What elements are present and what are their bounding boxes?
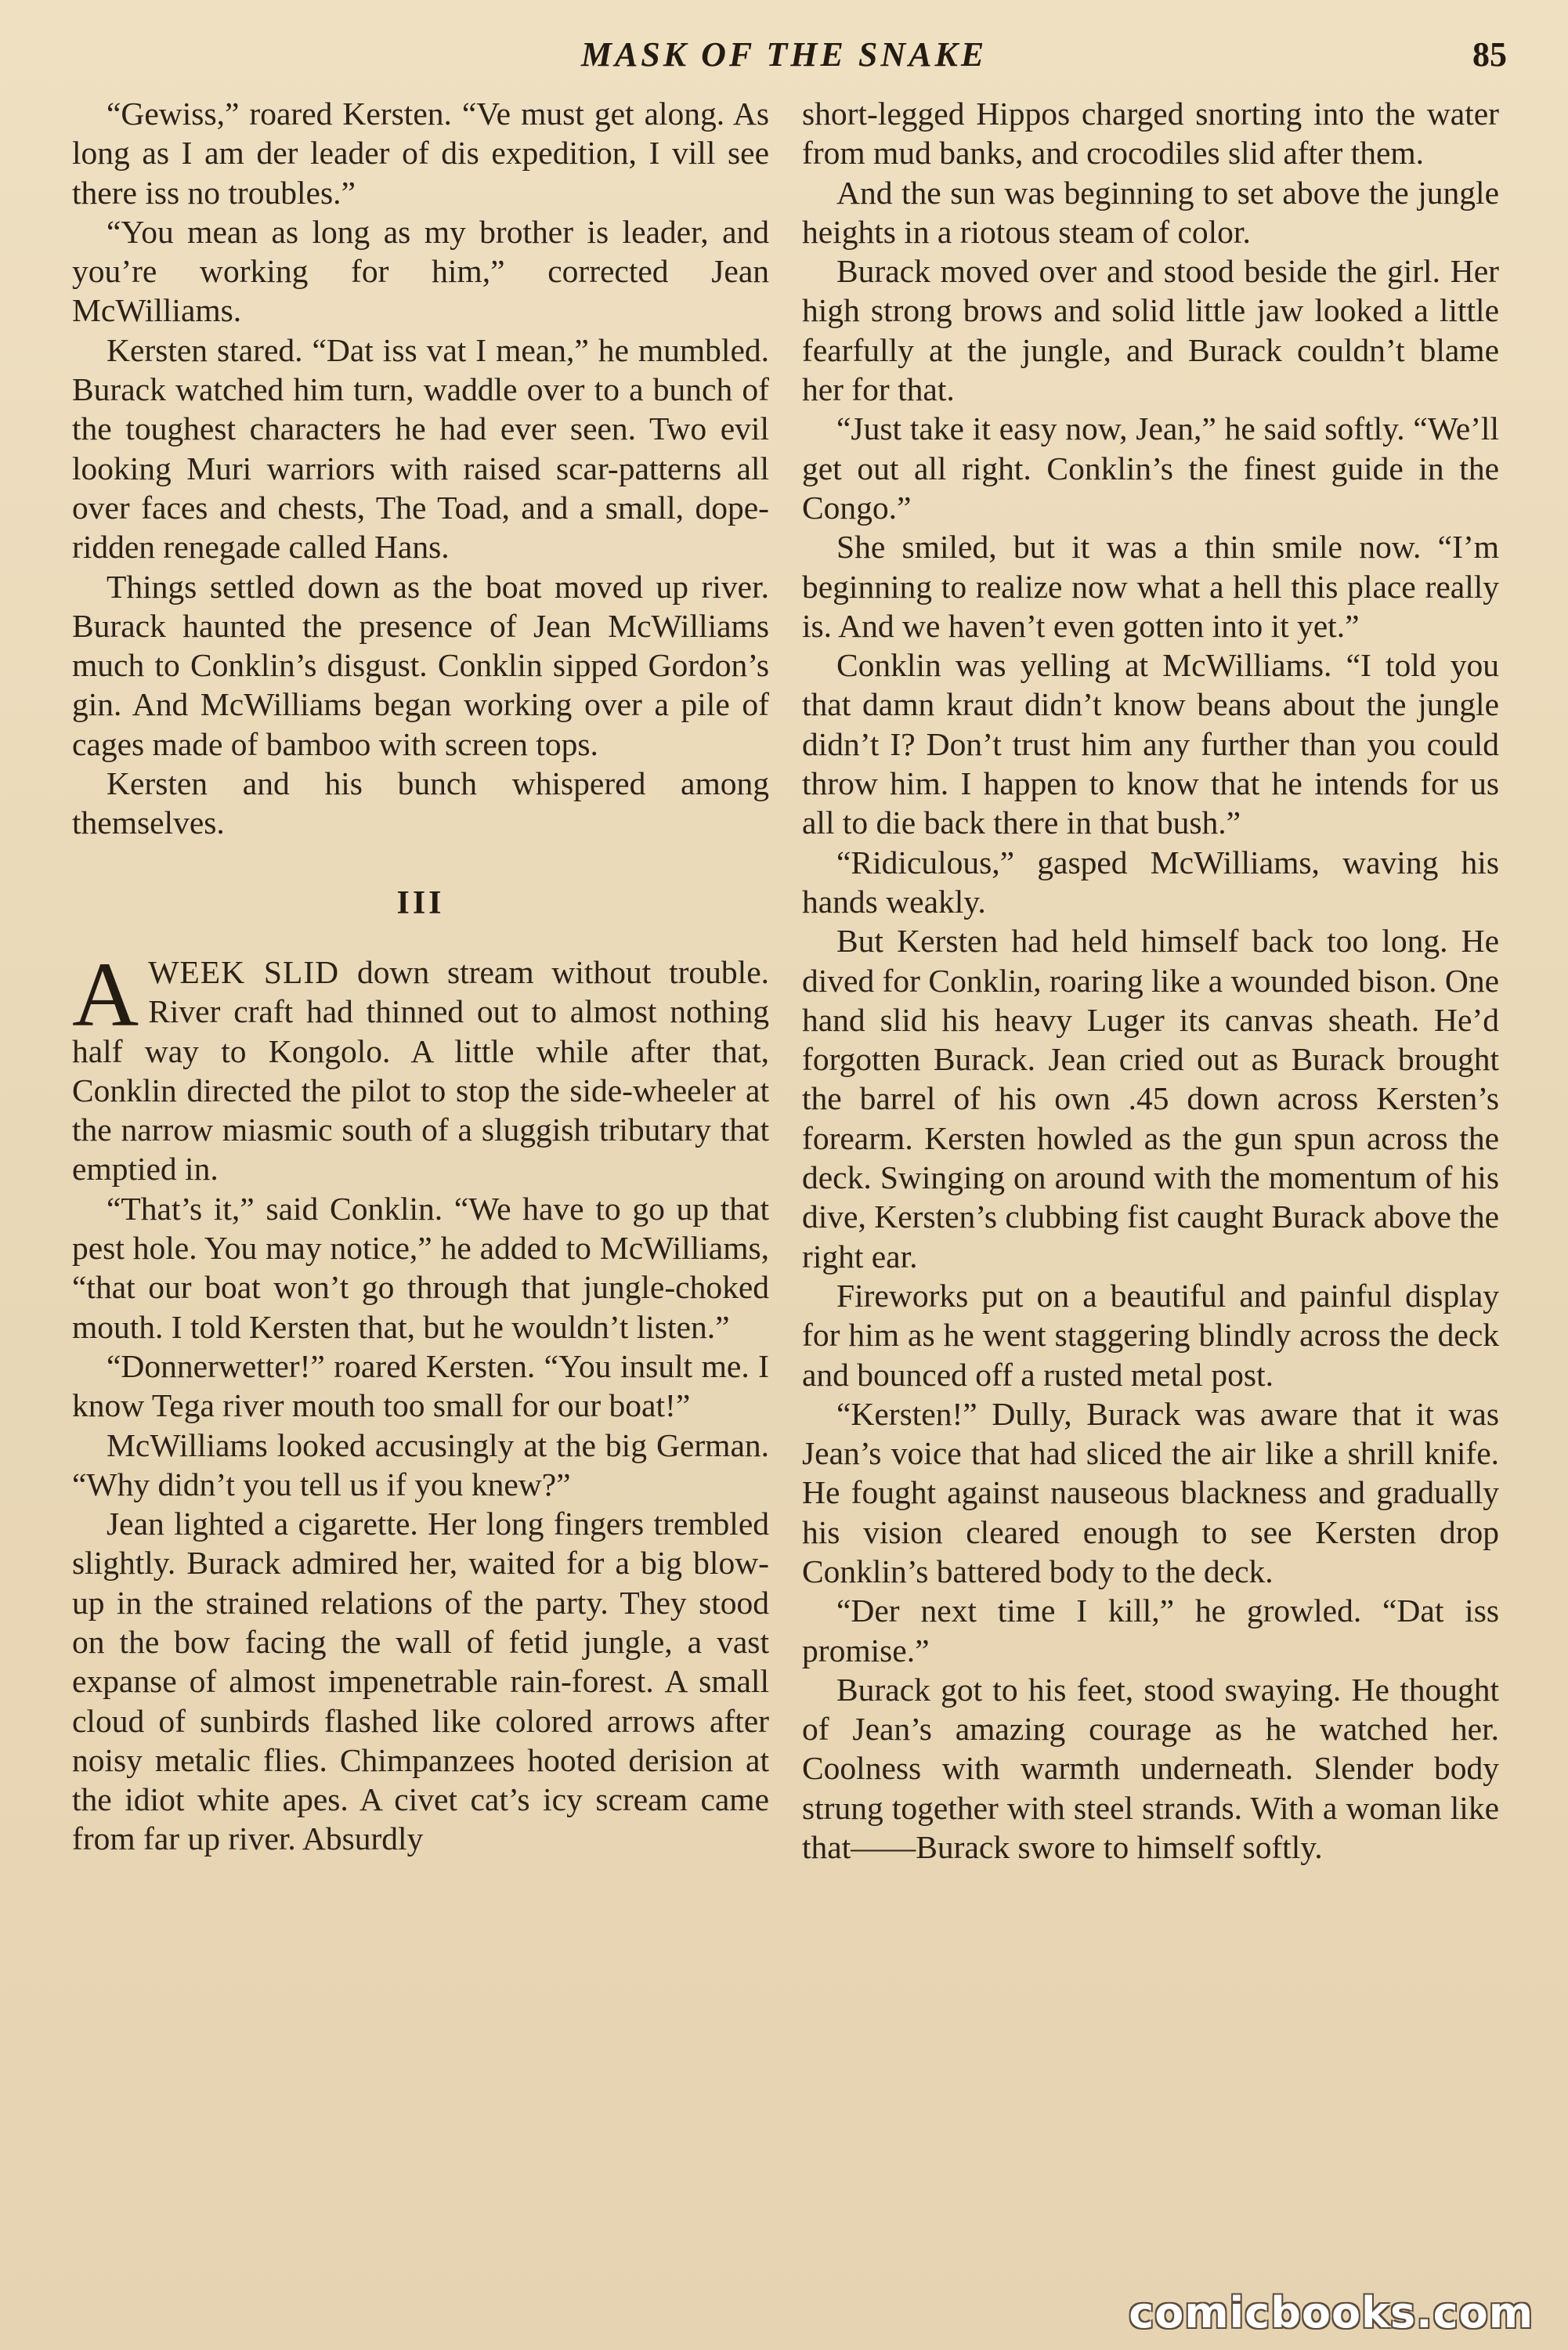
paragraph: “You mean as long as my brother is leader, and you’re working for him,” corrected Jean McWilliams. — [72, 213, 769, 329]
paragraph: Fireworks put on a beautiful and painful display for him as he went staggering blindly across the deck and bounced off a rusted metal post. — [802, 1277, 1499, 1393]
paragraph: “Gewiss,” roared Kersten. “Ve must get along. As long as I am der leader of dis expedition, I vill see there iss no troubles.” — [72, 96, 769, 211]
paragraph: McWilliams looked accusingly at the big German. “Why didn’t you tell us if you knew?” — [72, 1426, 769, 1502]
paragraph: “That’s it,” said Conklin. “We have to go up that pest hole. You may notice,” he added to McWilliams, “that our boat won’t go through that jungle-choked mouth. I told Kersten that, but he wouldn’t listen.” — [72, 1190, 769, 1345]
paragraph: Burack got to his feet, stood swaying. He thought of Jean’s amazing courage as he watched her. Coolness with warmth underneath. Slender body strung together with steel strands. With a woman like that——Burack swore to himself softly. — [802, 1671, 1499, 1866]
dropcap-paragraph — [72, 942, 769, 1189]
opening-caps: WEEK SLID — [148, 953, 340, 990]
paragraph: Jean lighted a cigarette. Her long fingers trembled slightly. Burack admired her, waited for a big blow-up in the strained relations of the party. They stood on the bow facing the wall of fetid jungle, a vast expanse of almost impenetrable rain-forest. A small cloud of sunbirds flashed like colored arrows after noisy metalic flies. Chimpanzees hooted derision at the idiot white apes. A civet cat’s icy scream came from far up river. Absurdly — [72, 1506, 769, 1857]
paragraph: “Just take it easy now, Jean,” he said softly. “We’ll get out all right. Conklin’s the finest guide in the Congo.” — [802, 410, 1499, 526]
paragraph: Burack moved over and stood beside the girl. Her high strong brows and solid little jaw looked a little fearfully at the jungle, and Burack couldn’t blame her for that. — [802, 253, 1499, 408]
paragraph-text: down stream without trouble. River craft had thinned out to almost nothing half way to Kongolo. A little while after that, Conklin directed the pilot to stop the side-wheeler at the narrow miasmic south of a sluggish tributary that emptied in. — [72, 953, 769, 1188]
paragraph: short-legged Hippos charged snorting into the water from mud banks, and crocodiles slid after them. — [802, 96, 1499, 172]
section-heading: III — [396, 884, 445, 921]
paragraph: “Ridiculous,” gasped McWilliams, waving his hands weakly. — [802, 844, 1499, 920]
paragraph: “Kersten!” Dully, Burack was aware that it was Jean’s voice that had sliced the air like a shrill knife. He fought against nauseous blackness and gradually his vision cleared enough to see Kersten drop Conklin’s battered body to the deck. — [802, 1395, 1499, 1589]
paragraph: She smiled, but it was a thin smile now. “I’m beginning to realize now what a hell this place really is. And we haven’t even gotten into it yet.” — [802, 529, 1499, 644]
drop-cap: A — [72, 942, 139, 1046]
right-column — [802, 94, 1499, 2334]
paragraph: Kersten and his bunch whispered among themselves. — [72, 765, 769, 841]
paragraph: And the sun was beginning to set above the jungle heights in a riotous steam of color. — [802, 174, 1499, 250]
running-title: MASK OF THE SNAKE — [580, 35, 988, 74]
left-column — [72, 94, 769, 2334]
paragraph: Kersten stared. “Dat iss vat I mean,” he mumbled. Burack watched him turn, waddle over to a bunch of the toughest characters he had ever seen. Two evil looking Muri warriors with raised scar-patterns all over faces and chests, The Toad, and a small, dope-ridden renegade called Hans. — [72, 331, 769, 566]
watermark: comicbooks.com — [1129, 2288, 1534, 2337]
paragraph: “Donnerwetter!” roared Kersten. “You insult me. I know Tega river mouth too small for our boat!” — [72, 1347, 769, 1424]
page-header — [0, 34, 1568, 89]
paragraph: Conklin was yelling at McWilliams. “I told you that damn kraut didn’t know beans about the jungle didn’t I? Don’t trust him any further than you could throw him. I happen to know that he intends for us all to die back there in that bush.” — [802, 647, 1499, 841]
paragraph: “Der next time I kill,” he growled. “Dat iss promise.” — [802, 1593, 1499, 1668]
paragraph: But Kersten had held himself back too long. He dived for Conklin, roaring like a wounded bison. One hand slid his heavy Luger its canvas sheath. He’d forgotten Burack. Jean cried out as Burack brought the barrel of his own .45 down across Kersten’s forearm. Kersten howled as the gun spun across the deck. Swinging on around with the momentum of his dive, Kersten’s clubbing fist caught Burack above the right ear. — [802, 923, 1499, 1274]
page-number: 85 — [1472, 35, 1507, 74]
paragraph: Things settled down as the boat moved up river. Burack haunted the presence of Jean McWilliams much to Conklin’s disgust. Conklin sipped Gordon’s gin. And McWilliams began working over a pile of cages made of bamboo with screen tops. — [72, 568, 769, 762]
